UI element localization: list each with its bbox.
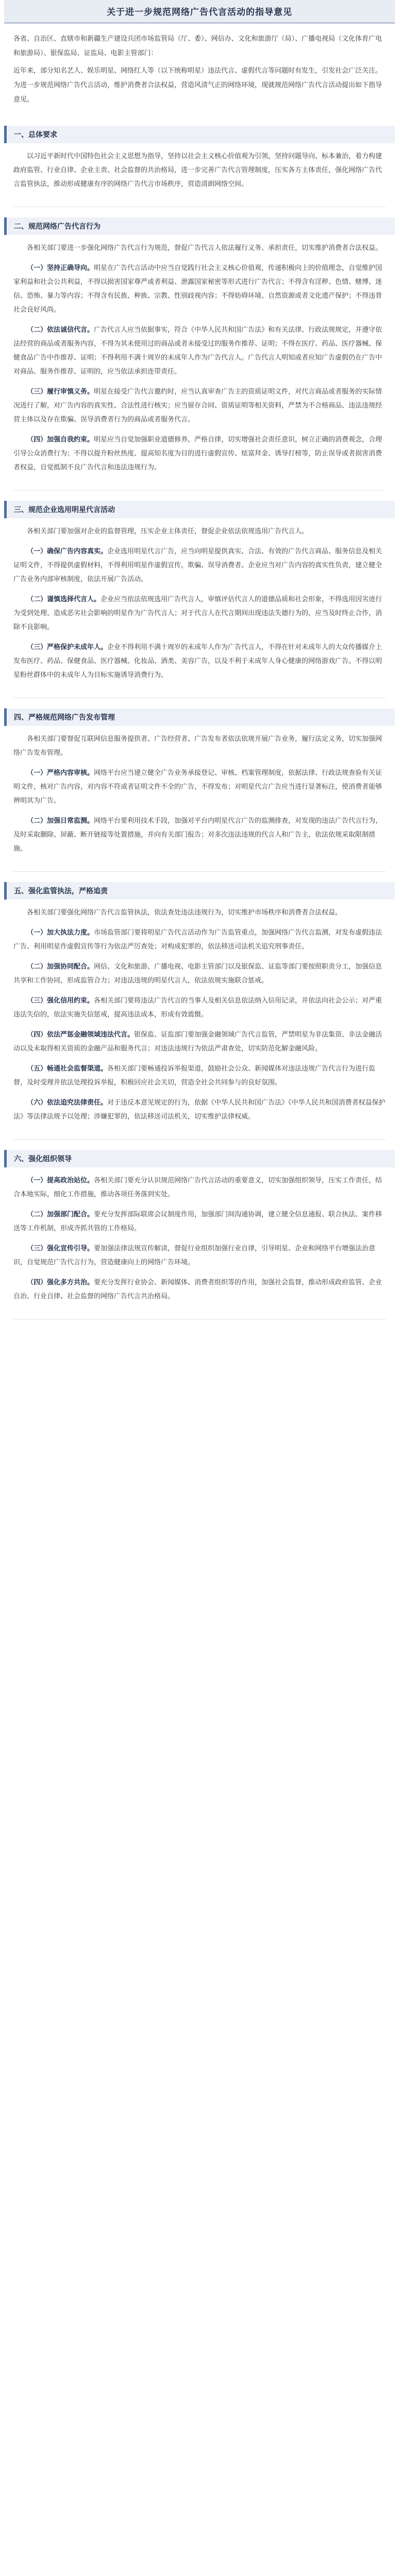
section-item: [13, 766, 386, 808]
item-subtitle: （一）确保广告内容真实。: [27, 548, 108, 555]
section-heading: 三、规范企业选用明星代言活动: [14, 506, 115, 514]
section-body: [4, 235, 395, 483]
section-body: [4, 726, 395, 864]
section-header: [4, 126, 395, 143]
item-subtitle: （一）加大执法力度。: [27, 929, 94, 937]
item-text: 明星在广告代言活动中应当自觉践行社会主义核心价值观，传递积极向上的价值理念，自觉维护国家利益和社会公共利益，不得以损害国家尊严或者利益、泄露国家秘密等形式进行广告代言；不得含有淫秽、色情、赌博、迷信、恐怖、暴力等内容；不得含有民族、种族、宗教、性别歧视内容；不得妨碍环境、自然资源或者文化遗产保护；不得违背社会良好风尚。: [13, 264, 383, 314]
item-text: 各相关部门要充分认识规范网络广告代言活动的重要意义，切实加强组织领导，压实工作责任，结合本地实际，细化工作措施，推动各项任务落到实处。: [13, 1177, 383, 1198]
section-heading: 六、强化组织领导: [14, 1155, 72, 1163]
item-text: 网络平台应当建立健全广告业务承接登记、审核、档案管理制度，依据法律、行政法规查验有关证明文件，核对广告内容，对内容不符或者证明文件不全的广告，不得发布；对明星代言广告应当进行显著标注，使消费者能够辨明其为广告。: [13, 769, 383, 805]
item-subtitle: （一）坚持正确导向。: [27, 264, 94, 272]
title-bar: [4, 0, 395, 24]
item-text: 广告代言人应当依据事实，符合《中华人民共和国广告法》和有关法律、行政法规规定，并遵守依法经营的商品或者服务内容，不得为其未使用过的商品或者未接受过的服务作推荐、证明；不得在医疗、药品、医疗器械、保健食品广告中作推荐、证明；不得利用不满十周岁的未成年人作为广告代言人。广告代言人明知或者应知广告虚假仍在广告中对商品、服务作推荐、证明的，应当依法承担连带责任。: [13, 326, 383, 376]
item-text: 明星应当自觉加强职业道德修养，严格自律，切实增强社会责任意识，树立正确的消费观念，合理引导公众消费行为；不得以提升粉丝热度、提高知名度为目的进行虚假宣传、炫富拜金、诱导打榜等，防止误导或者损害消费者权益，自觉抵制不良广告代言和违法违规行为。: [13, 436, 383, 471]
item-text: 企业选用明星代言广告，应当向明星提供真实、合法、有效的广告代言商品、服务信息及相关证明文件，不得提供虚假材料，不得利用明星作虚假宣传，欺骗、误导消费者。企业应当对广告内容的真实性负责，建立健全广告业务内部审核制度，依法开展广告活动。: [13, 548, 383, 583]
section-item: [13, 1174, 386, 1201]
item-subtitle: （三）强化信用约束。: [27, 997, 94, 1005]
intro-paragraph: 近年来，部分知名艺人、娱乐明星、网络红人等（以下统称明星）违法代言、虚假代言等问题时有发生，引发社会广泛关注。为进一步规范网络广告代言活动，维护消费者合法权益，营造风清气正的网络环境，现就规范网络广告代言活动提出如下指导意见。: [13, 67, 383, 104]
section-intro: 各相关部门要进一步强化网络广告代言行为规范，督促广告代言人依法履行义务、承担责任，切实维护消费者合法权益。: [27, 244, 383, 252]
section-item: [13, 433, 386, 474]
section-item: [13, 1242, 386, 1269]
item-text: 要充分发挥行业协会、新闻媒体、消费者组织等的作用，加强社会监督，推动形成政府监管、企业自治、行业自律、社会监督的网络广告代言共治格局。: [13, 1279, 383, 1300]
item-subtitle: （三）严格保护未成年人。: [27, 643, 108, 651]
section-item: [13, 994, 386, 1022]
section-header: [4, 882, 395, 900]
item-subtitle: （六）依法追究法律责任。: [27, 1099, 108, 1107]
item-text: 各相关部门要将违法广告代言的当事人及相关信息依法纳入信用记录，并依法向社会公示；对严重违法失信的，依法实施失信惩戒，提高违法成本，形成有效震慑。: [13, 997, 383, 1019]
item-subtitle: （三）履行审慎义务。: [27, 388, 94, 396]
section-header: [4, 1150, 395, 1167]
item-subtitle: （四）强化多方共治。: [27, 1279, 94, 1286]
section-header: [4, 217, 395, 235]
section-heading: 一、总体要求: [14, 131, 57, 139]
section-intro: 各相关部门要督促互联网信息服务提供者、广告经营者、广告发布者依法依规开展广告业务，履行法定义务，切实加强网络广告发布管理。: [13, 735, 383, 757]
section-item: [13, 960, 386, 988]
section-item: [13, 1062, 386, 1090]
document: [4, 0, 395, 1350]
section-heading: 二、规范网络广告代言行为: [14, 223, 101, 231]
section-item: [13, 1096, 386, 1124]
item-text: 对于违反本意见规定的行为，依据《中华人民共和国广告法》《中华人民共和国消费者权益保护法》等法律法规予以处理；涉嫌犯罪的，依法移送司法机关，切实维护法律权威。: [13, 1099, 386, 1121]
section-item: [13, 1028, 386, 1056]
section-header: [4, 708, 395, 726]
section-item: [13, 926, 386, 954]
intro-block: [4, 24, 395, 115]
section-item: [13, 1276, 386, 1303]
item-subtitle: （二）加强部门配合。: [27, 1211, 94, 1218]
section-body: [4, 518, 395, 690]
item-text: 要加强法律法规宣传解读，督促行业组织加强行业自律，引导明星、企业和网络平台增强法治意识，自觉规范广告代言行为，营造健康向上的网络广告环境。: [13, 1245, 376, 1266]
item-subtitle: （二）加强日常监测。: [27, 817, 94, 825]
section-body: [4, 900, 395, 1132]
item-text: 网信、文化和旅游、广播电视、电影主管部门以及银保监、证监等部门要按照职责分工，加强信息共享和工作协同，形成监管合力；对违法违规的明星代言人，依法依规实施联合惩戒。: [13, 963, 383, 985]
section-intro: 各相关部门要强化网络广告代言监管执法，依法查处违法违规行为，切实维护市场秩序和消费者合法权益。: [27, 909, 342, 917]
item-text: 要充分发挥部际联席会议制度作用，加强部门间沟通协调，建立健全信息通报、联合执法、案件移送等工作机制，形成齐抓共管的工作格局。: [13, 1211, 383, 1232]
item-subtitle: （一）严格内容审核。: [27, 769, 94, 777]
section-divider: [13, 1139, 386, 1140]
item-text: 企业应当依法依规选用广告代言人，审慎评估代言人的道德品质和社会形象，不得选用因劣迹行为受到处理、造成恶劣社会影响的明星作为广告代言人；对于代言人在代言期间出现违法失德行为的，应当及时终止合作，消除不良影响。: [13, 596, 383, 631]
section-item: [13, 385, 386, 427]
section-item: [13, 814, 386, 856]
section-item: [13, 261, 386, 317]
item-subtitle: （四）依法严惩金融领域违法代言。: [27, 1031, 135, 1039]
item-text: 各相关部门要畅通投诉举报渠道，鼓励社会公众、新闻媒体对违法违规广告代言行为进行监督，及时受理并依法处理投诉举报，积极回应社会关切，营造全社会共同参与的良好氛围。: [13, 1065, 376, 1087]
item-subtitle: （二）依法诚信代言。: [27, 326, 94, 334]
section-heading: 五、强化监管执法，严格追责: [14, 887, 108, 895]
section-item: [13, 545, 386, 586]
section-paragraph: 以习近平新时代中国特色社会主义思想为指导，坚持以社会主义核心价值观为引领，坚持问题导向、标本兼治，着力构建政府监管、行业自律、企业主责、社会监督的共治格局，进一步完善广告代言管理制度，压实各方主体责任，强化网络广告代言监管执法，推动形成健康有序的网络广告代言市场秩序，营造清朗网络空间。: [13, 152, 383, 188]
item-text: 企业不得利用不满十周岁的未成年人作为广告代言人，不得在针对未成年人的大众传播媒介上发布医疗、药品、保健食品、医疗器械、化妆品、酒类、美容广告，以及不利于未成年人身心健康的网络游戏广告。不得以明星粉丝群体中的未成年人为目标实施诱导消费行为。: [13, 643, 383, 679]
section-intro: 各相关部门要加强对企业的监督管理，压实企业主体责任，督促企业依法依规选用广告代言人。: [27, 528, 309, 535]
item-subtitle: （二）谨慎选择代言人。: [27, 596, 101, 603]
section-heading: 四、严格规范网络广告发布管理: [14, 714, 115, 722]
document-title: 关于进一步规范网络广告代言活动的指导意见: [107, 7, 292, 18]
item-text: 网络平台要利用技术手段，加强对平台内明星代言广告的监测排查，对发现的违法广告代言行为，及时采取删除、屏蔽、断开链接等处置措施，并向有关部门报告；对多次违法违规的代言人和广告主，依法依规采取限制措施。: [13, 817, 383, 853]
section-body: [4, 143, 395, 199]
item-subtitle: （二）加强协同配合。: [27, 963, 94, 971]
addressee: 各省、自治区、直辖市和新疆生产建设兵团市场监管局（厅、委）、网信办、文化和旅游厅（局）、广播电视局（文化体育广电和旅游局）、银保监局、证监局、电影主管部门：: [13, 35, 383, 57]
sections-container: [4, 126, 395, 1319]
item-subtitle: （四）加强自我约束。: [27, 436, 94, 444]
item-subtitle: （五）畅通社会监督渠道。: [27, 1065, 108, 1073]
item-text: 明星在接受广告代言邀约时，应当认真审查广告主的资质证明文件，对代言商品或者服务的实际情况进行了解，对广告内容的真实性、合法性进行核实；应当留存合同、资质证明等相关资料，严禁为不合格商品、违法违规经营主体以及存在欺骗、误导消费者行为的商品或者服务代言。: [13, 388, 383, 423]
section-item: [13, 1208, 386, 1235]
section-body: [4, 1167, 395, 1312]
item-text: 市场监管部门要将明星广告代言活动作为广告监管重点，加强网络广告代言监测，对发布虚假违法广告、利用明星作虚假宣传等行为依法严厉查处；对构成犯罪的，依法移送司法机关追究刑事责任。: [13, 929, 383, 951]
section-header: [4, 501, 395, 518]
item-text: 银保监、证监部门要加强金融领域广告代言监管，严禁明星为非法集资、非法金融活动以及未取得相关资质的金融产品和服务代言；对违法违规行为依法严肃查处，切实防范化解金融风险。: [13, 1031, 383, 1053]
footer-spacer: [4, 1319, 395, 1350]
item-subtitle: （一）提高政治站位。: [27, 1177, 94, 1184]
section-item: [13, 323, 386, 379]
section-item: [13, 640, 386, 682]
section-divider: [13, 871, 386, 872]
section-item: [13, 592, 386, 634]
item-subtitle: （三）强化宣传引导。: [27, 1245, 94, 1252]
